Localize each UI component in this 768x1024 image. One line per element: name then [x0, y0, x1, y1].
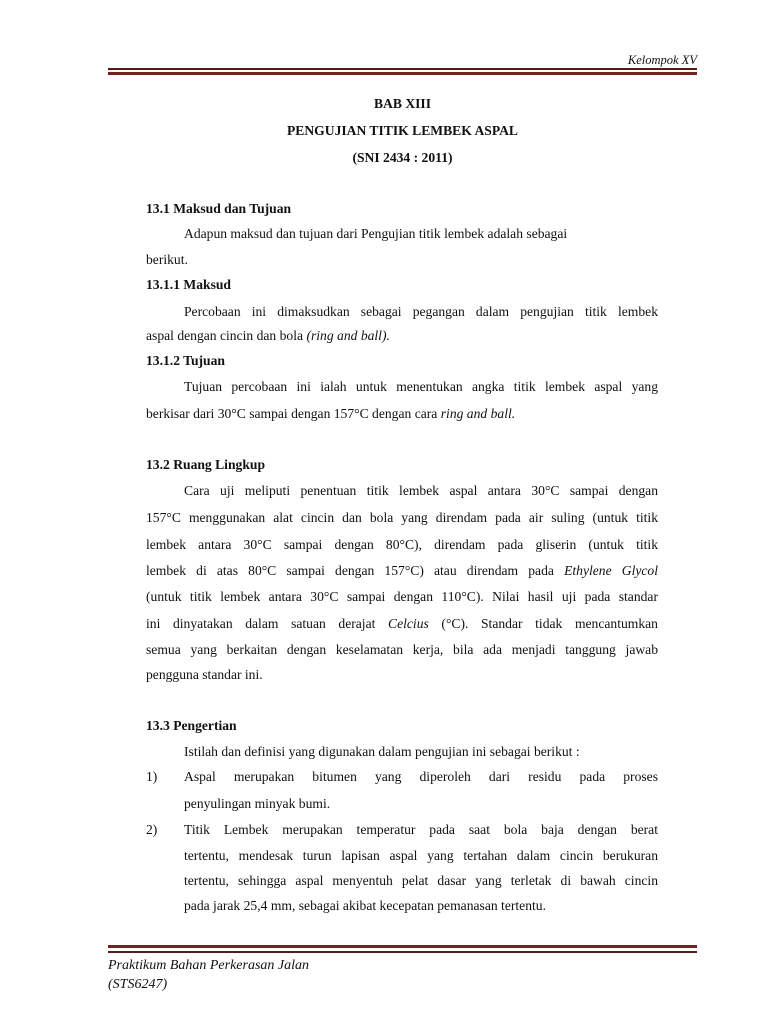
paragraph-line: 157°C menggunakan alat cincin dan bola yang direndam pada air suling (untuk titik [146, 510, 658, 525]
paragraph-line: berikut. [146, 252, 188, 267]
paragraph-line: Cara uji meliputi penentuan titik lembek aspal antara 30°C sampai dengan [184, 483, 658, 498]
chapter-title: BAB XIII [373, 96, 432, 111]
header-rule-thick [108, 72, 697, 75]
header-rule-thin [108, 68, 697, 70]
paragraph-line: Percobaan ini dimaksudkan sebagai pegangan dalam pengujian titik lembek [184, 304, 658, 319]
list-item-line: penyulingan minyak bumi. [184, 796, 331, 811]
chapter-standard: (SNI 2434 : 2011) [352, 150, 453, 165]
section-heading-13-1-2: 13.1.2 Tujuan [146, 353, 225, 368]
paragraph-line: lembek di atas 80°C sampai dengan 157°C) atau direndam pada Ethylene Glycol [146, 563, 658, 578]
footer-course-code: (STS6247) [108, 977, 168, 992]
paragraph-line: (untuk titik lembek antara 30°C sampai dengan 110°C). Nilai hasil uji pada standar [146, 589, 658, 604]
paragraph-line: Istilah dan definisi yang digunakan dalam pengujian ini sebagai berikut : [184, 744, 580, 759]
section-heading-13-1: 13.1 Maksud dan Tujuan [146, 201, 292, 216]
paragraph-line: aspal dengan cincin dan bola (ring and ball). [146, 328, 390, 343]
list-item-line: tertentu, sehingga aspal menyentuh pelat dasar yang terletak di bawah cincin [184, 873, 658, 888]
chapter-name: PENGUJIAN TITIK LEMBEK ASPAL [286, 123, 518, 138]
section-heading-13-2: 13.2 Ruang Lingkup [146, 457, 265, 472]
footer-rule-thin [108, 951, 697, 953]
list-item-number: 1) [146, 769, 158, 784]
list-item-number: 2) [146, 822, 158, 837]
paragraph-line: ini dinyatakan dalam satuan derajat Celcius (°C). Standar tidak mencantumkan [146, 616, 658, 631]
section-heading-13-1-1: 13.1.1 Maksud [146, 277, 231, 292]
section-heading-13-3: 13.3 Pengertian [146, 718, 237, 733]
list-item-line: pada jarak 25,4 mm, sebagai akibat kecepatan pemanasan tertentu. [184, 898, 546, 913]
list-item-line: Titik Lembek merupakan temperatur pada saat bola baja dengan berat [184, 822, 658, 837]
paragraph-line: Tujuan percobaan ini ialah untuk menentukan angka titik lembek aspal yang [184, 379, 658, 394]
footer-course-name: Praktikum Bahan Perkerasan Jalan [108, 958, 310, 973]
paragraph-line: pengguna standar ini. [146, 667, 263, 682]
list-item-line: tertentu, mendesak turun lapisan aspal yang tertahan dalam cincin berukuran [184, 848, 658, 863]
paragraph-line: berkisar dari 30°C sampai dengan 157°C dengan cara ring and ball. [146, 406, 516, 421]
paragraph-line: semua yang berkaitan dengan keselamatan kerja, bila ada menjadi tanggung jawab [146, 642, 658, 657]
header-group-label: Kelompok XV [627, 53, 697, 67]
paragraph-line: Adapun maksud dan tujuan dari Pengujian titik lembek adalah sebagai [184, 226, 568, 241]
list-item-line: Aspal merupakan bitumen yang diperoleh dari residu pada proses [184, 769, 658, 784]
paragraph-line: lembek antara 30°C sampai dengan 80°C), direndam pada gliserin (untuk titik [146, 537, 658, 552]
footer-rule-thick [108, 945, 697, 948]
